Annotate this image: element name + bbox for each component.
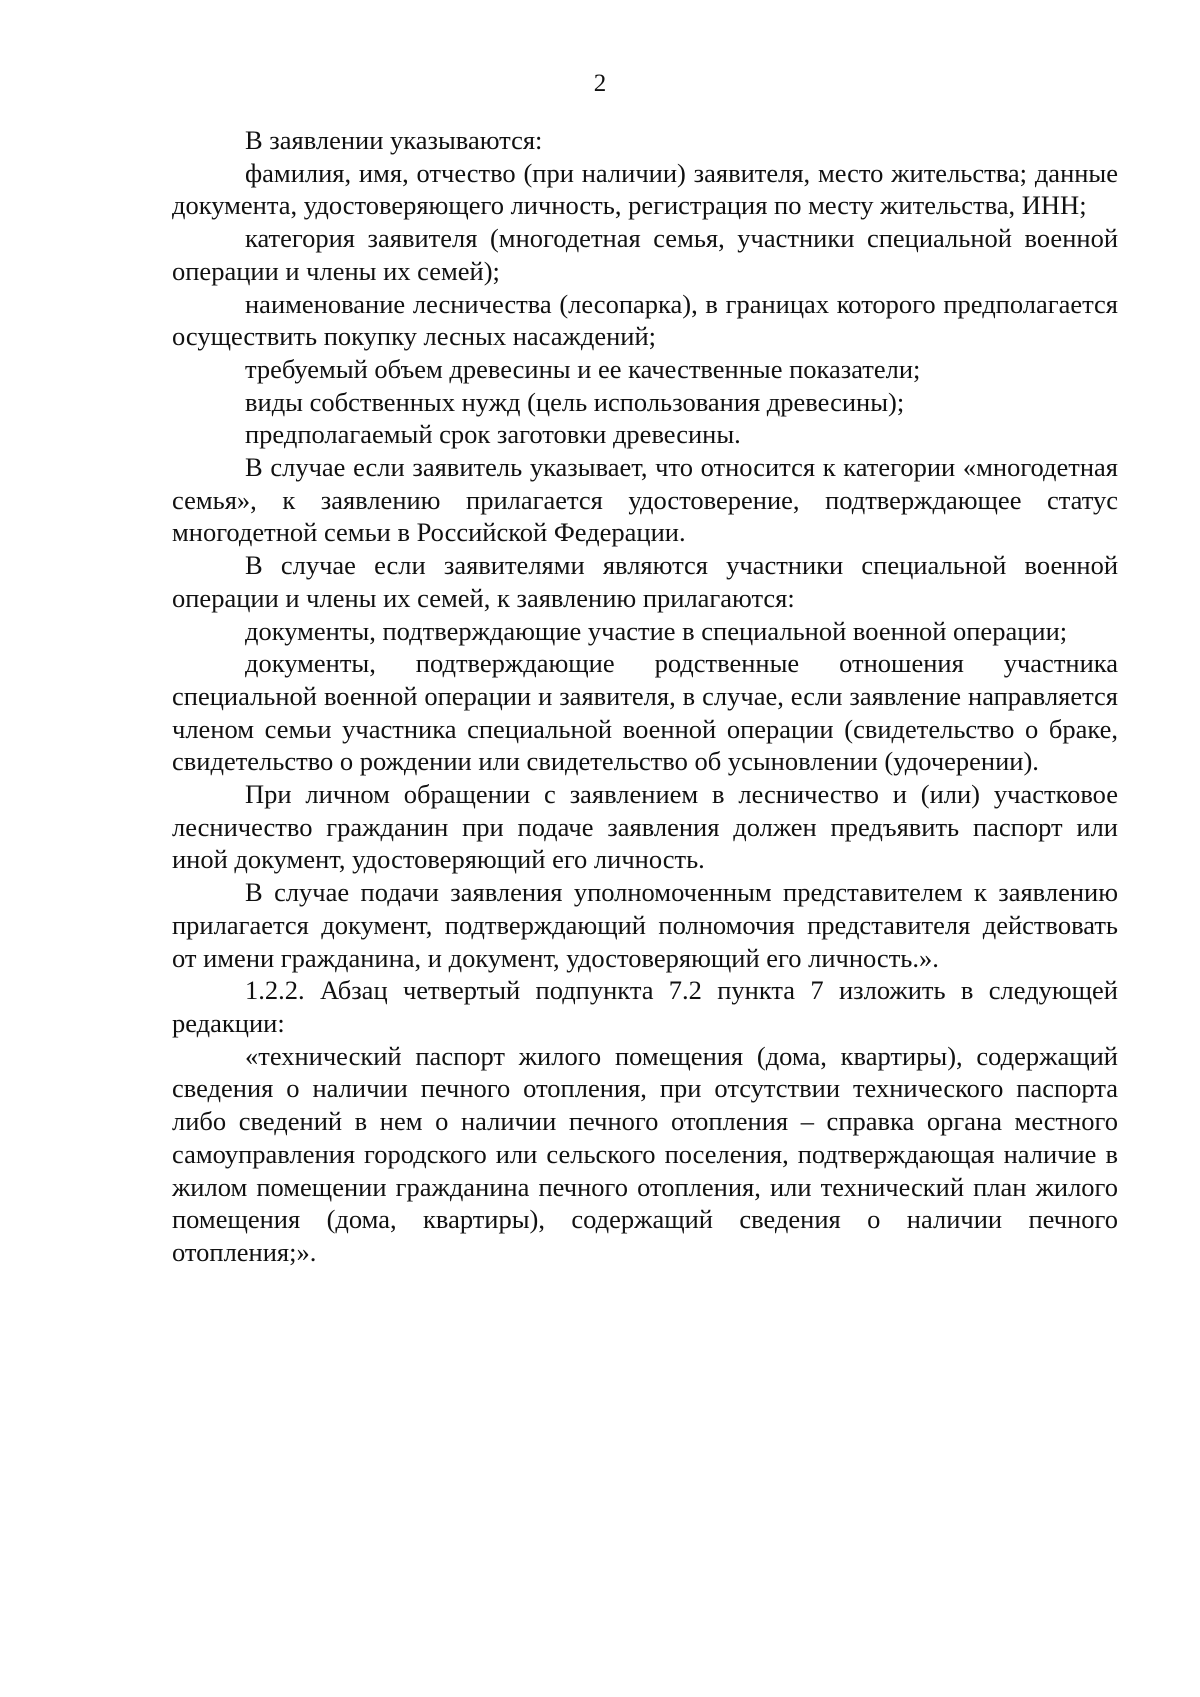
paragraph-needs-types: виды собственных нужд (цель использования древесины); — [245, 386, 905, 417]
paragraph-application-contents: В заявлении указываются: — [245, 125, 543, 155]
paragraph-applicant-identity: фамилия, имя, отчество (при наличии) заявителя, место жительства; данные документа, удостоверяющего личность, регистрация по месту жительства, ИНН; — [172, 157, 1118, 221]
paragraph-representative: В случае подачи заявления уполномоченным представителем к заявлению прилагается документ, подтверждающий полномочия представителя действовать от имени гражданина, и документ, удостоверяющий его личность.». — [172, 877, 1118, 973]
paragraph-technical-passport: «технический паспорт жилого помещения (дома, квартиры), содержащий сведения о наличии печного отопления, при отсутствии технического паспорта либо сведений в нем о наличии печного отопления – справка органа местного самоуправления городского или сельского поселения, подтверждающая наличие в жилом помещении гражданина печного отопления, или технический план жилого помещения (дома, квартиры), содержащий сведения о наличии печного отопления;». — [172, 1040, 1118, 1267]
paragraph-kinship-docs: документы, подтверждающие родственные отношения участника специальной военной операции и заявителя, в случае, если заявление направляется членом семьи участника специальной военной операции (свидетельство о браке, свидетельство о рождении или свидетельство об усыновлении (удочерении). — [172, 648, 1118, 777]
paragraph-personal-visit: При личном обращении с заявлением в лесничество и (или) участковое лесничество гражданин при подаче заявления должен предъявить паспорт или иной документ, удостоверяющий его личность. — [172, 779, 1118, 875]
paragraph-amendment-1-2-2: 1.2.2. Абзац четвертый подпункта 7.2 пункта 7 изложить в следующей редакции: — [172, 975, 1118, 1038]
paragraph-applicant-category: категория заявителя (многодетная семья, участники специальной военной операции и члены их семей); — [172, 223, 1118, 286]
paragraph-participation-docs: документы, подтверждающие участие в специальной военной операции; — [245, 615, 1068, 646]
page-number: 2 — [593, 70, 607, 97]
paragraph-forestry-name: наименование лесничества (лесопарка), в границах которого предполагается осуществить покупку лесных насаждений; — [172, 288, 1118, 352]
paragraph-svo-participants: В случае если заявителями являются участники специальной военной операции и члены их семей, к заявлению прилагаются: — [172, 550, 1118, 613]
paragraph-wood-volume: требуемый объем древесины и ее качественные показатели; — [245, 353, 921, 384]
document-body — [172, 124, 1118, 1269]
paragraph-large-family: В случае если заявитель указывает, что относится к категории «многодетная семья», к заявлению прилагается удостоверение, подтверждающее статус многодетной семьи в Российской Федерации. — [172, 452, 1118, 548]
paragraph-harvest-term: предполагаемый срок заготовки древесины. — [245, 419, 741, 450]
